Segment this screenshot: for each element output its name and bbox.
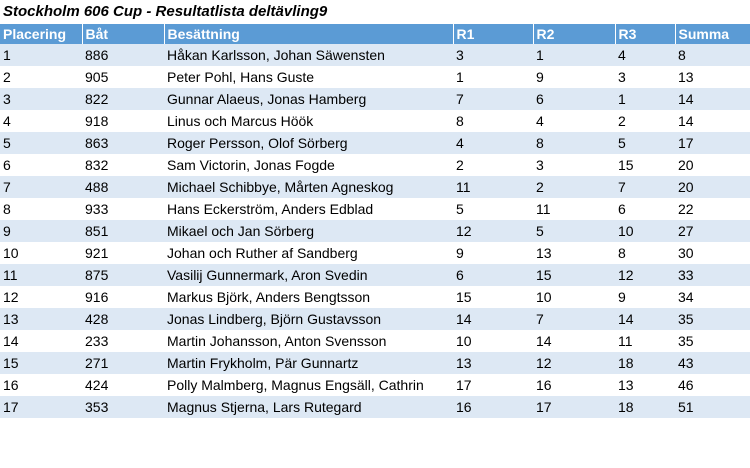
cell-r1: 9	[453, 242, 533, 264]
cell-r2: 1	[533, 44, 615, 66]
cell-bat: 916	[82, 286, 164, 308]
table-row	[0, 44, 750, 66]
table-row	[0, 110, 750, 132]
table-row	[0, 374, 750, 396]
cell-r1: 11	[453, 176, 533, 198]
cell-bat: 863	[82, 132, 164, 154]
cell-bat: 918	[82, 110, 164, 132]
cell-r1: 7	[453, 88, 533, 110]
cell-summa: 20	[675, 176, 750, 198]
cell-placering: 9	[0, 220, 82, 242]
cell-r2: 5	[533, 220, 615, 242]
cell-r3: 9	[615, 286, 675, 308]
cell-r1: 3	[453, 44, 533, 66]
cell-r3: 18	[615, 352, 675, 374]
cell-r1: 14	[453, 308, 533, 330]
cell-r3: 5	[615, 132, 675, 154]
cell-summa: 17	[675, 132, 750, 154]
cell-r2: 12	[533, 352, 615, 374]
cell-placering: 8	[0, 198, 82, 220]
cell-besattning: Polly Malmberg, Magnus Engsäll, Cathrin	[164, 374, 453, 396]
cell-besattning: Vasilij Gunnermark, Aron Svedin	[164, 264, 453, 286]
cell-r1: 4	[453, 132, 533, 154]
cell-besattning: Jonas Lindberg, Björn Gustavsson	[164, 308, 453, 330]
cell-placering: 2	[0, 66, 82, 88]
table-row	[0, 220, 750, 242]
cell-placering: 6	[0, 154, 82, 176]
cell-placering: 7	[0, 176, 82, 198]
cell-r3: 3	[615, 66, 675, 88]
cell-r3: 8	[615, 242, 675, 264]
cell-bat: 921	[82, 242, 164, 264]
table-body	[0, 44, 750, 418]
table-row	[0, 308, 750, 330]
cell-summa: 14	[675, 110, 750, 132]
cell-besattning: Håkan Karlsson, Johan Säwensten	[164, 44, 453, 66]
cell-r3: 4	[615, 44, 675, 66]
table-row	[0, 154, 750, 176]
cell-besattning: Hans Eckerström, Anders Edblad	[164, 198, 453, 220]
cell-besattning: Gunnar Alaeus, Jonas Hamberg	[164, 88, 453, 110]
cell-besattning: Johan och Ruther af Sandberg	[164, 242, 453, 264]
cell-summa: 22	[675, 198, 750, 220]
cell-placering: 4	[0, 110, 82, 132]
page-title: Stockholm 606 Cup - Resultatlista deltävling9	[3, 3, 328, 20]
cell-bat: 875	[82, 264, 164, 286]
cell-r2: 16	[533, 374, 615, 396]
cell-summa: 8	[675, 44, 750, 66]
cell-placering: 5	[0, 132, 82, 154]
column-header-r3: R3	[615, 24, 675, 44]
cell-placering: 3	[0, 88, 82, 110]
cell-besattning: Roger Persson, Olof Sörberg	[164, 132, 453, 154]
cell-summa: 35	[675, 330, 750, 352]
cell-placering: 1	[0, 44, 82, 66]
cell-r2: 9	[533, 66, 615, 88]
cell-bat: 353	[82, 396, 164, 418]
cell-r2: 6	[533, 88, 615, 110]
cell-placering: 12	[0, 286, 82, 308]
cell-summa: 30	[675, 242, 750, 264]
cell-r3: 2	[615, 110, 675, 132]
cell-r2: 14	[533, 330, 615, 352]
cell-bat: 488	[82, 176, 164, 198]
cell-r2: 13	[533, 242, 615, 264]
cell-r2: 4	[533, 110, 615, 132]
table-row	[0, 66, 750, 88]
cell-r3: 7	[615, 176, 675, 198]
cell-placering: 11	[0, 264, 82, 286]
cell-r2: 15	[533, 264, 615, 286]
table-row	[0, 264, 750, 286]
cell-placering: 14	[0, 330, 82, 352]
table-row	[0, 88, 750, 110]
cell-besattning: Martin Johansson, Anton Svensson	[164, 330, 453, 352]
cell-summa: 13	[675, 66, 750, 88]
column-header-bat: Båt	[82, 24, 164, 44]
cell-besattning: Markus Björk, Anders Bengtsson	[164, 286, 453, 308]
cell-r1: 5	[453, 198, 533, 220]
cell-besattning: Mikael och Jan Sörberg	[164, 220, 453, 242]
column-header-summa: Summa	[675, 24, 750, 44]
cell-summa: 43	[675, 352, 750, 374]
cell-besattning: Michael Schibbye, Mårten Agneskog	[164, 176, 453, 198]
cell-besattning: Magnus Stjerna, Lars Rutegard	[164, 396, 453, 418]
cell-r3: 6	[615, 198, 675, 220]
cell-placering: 10	[0, 242, 82, 264]
cell-r1: 12	[453, 220, 533, 242]
cell-r3: 1	[615, 88, 675, 110]
cell-r2: 2	[533, 176, 615, 198]
cell-summa: 34	[675, 286, 750, 308]
results-table	[0, 24, 750, 418]
table-row	[0, 286, 750, 308]
cell-placering: 16	[0, 374, 82, 396]
cell-r2: 8	[533, 132, 615, 154]
cell-bat: 822	[82, 88, 164, 110]
column-header-r2: R2	[533, 24, 615, 44]
table-row	[0, 198, 750, 220]
table-row	[0, 132, 750, 154]
header-row	[0, 24, 750, 44]
cell-placering: 17	[0, 396, 82, 418]
cell-bat: 424	[82, 374, 164, 396]
cell-r2: 11	[533, 198, 615, 220]
column-header-placering: Placering	[0, 24, 82, 44]
cell-bat: 933	[82, 198, 164, 220]
cell-r3: 10	[615, 220, 675, 242]
cell-besattning: Linus och Marcus Höök	[164, 110, 453, 132]
cell-r1: 6	[453, 264, 533, 286]
cell-r2: 3	[533, 154, 615, 176]
cell-r3: 12	[615, 264, 675, 286]
cell-r1: 15	[453, 286, 533, 308]
cell-summa: 46	[675, 374, 750, 396]
cell-r3: 18	[615, 396, 675, 418]
cell-r3: 15	[615, 154, 675, 176]
table-row	[0, 352, 750, 374]
cell-r1: 1	[453, 66, 533, 88]
cell-summa: 20	[675, 154, 750, 176]
cell-r1: 13	[453, 352, 533, 374]
column-header-r1: R1	[453, 24, 533, 44]
cell-r3: 11	[615, 330, 675, 352]
table-header	[0, 24, 750, 44]
cell-r2: 10	[533, 286, 615, 308]
cell-bat: 271	[82, 352, 164, 374]
cell-r1: 16	[453, 396, 533, 418]
table-row	[0, 242, 750, 264]
cell-bat: 832	[82, 154, 164, 176]
cell-r1: 10	[453, 330, 533, 352]
cell-bat: 886	[82, 44, 164, 66]
column-header-besattning: Besättning	[164, 24, 453, 44]
cell-bat: 233	[82, 330, 164, 352]
cell-summa: 33	[675, 264, 750, 286]
cell-summa: 14	[675, 88, 750, 110]
cell-summa: 51	[675, 396, 750, 418]
cell-r1: 17	[453, 374, 533, 396]
cell-summa: 27	[675, 220, 750, 242]
cell-besattning: Sam Victorin, Jonas Fogde	[164, 154, 453, 176]
cell-summa: 35	[675, 308, 750, 330]
table-row	[0, 396, 750, 418]
cell-r2: 17	[533, 396, 615, 418]
cell-bat: 851	[82, 220, 164, 242]
cell-r3: 14	[615, 308, 675, 330]
cell-besattning: Peter Pohl, Hans Guste	[164, 66, 453, 88]
cell-r1: 8	[453, 110, 533, 132]
table-row	[0, 176, 750, 198]
cell-r2: 7	[533, 308, 615, 330]
cell-bat: 428	[82, 308, 164, 330]
cell-bat: 905	[82, 66, 164, 88]
cell-placering: 13	[0, 308, 82, 330]
cell-besattning: Martin Frykholm, Pär Gunnartz	[164, 352, 453, 374]
cell-placering: 15	[0, 352, 82, 374]
table-row	[0, 330, 750, 352]
cell-r3: 13	[615, 374, 675, 396]
cell-r1: 2	[453, 154, 533, 176]
